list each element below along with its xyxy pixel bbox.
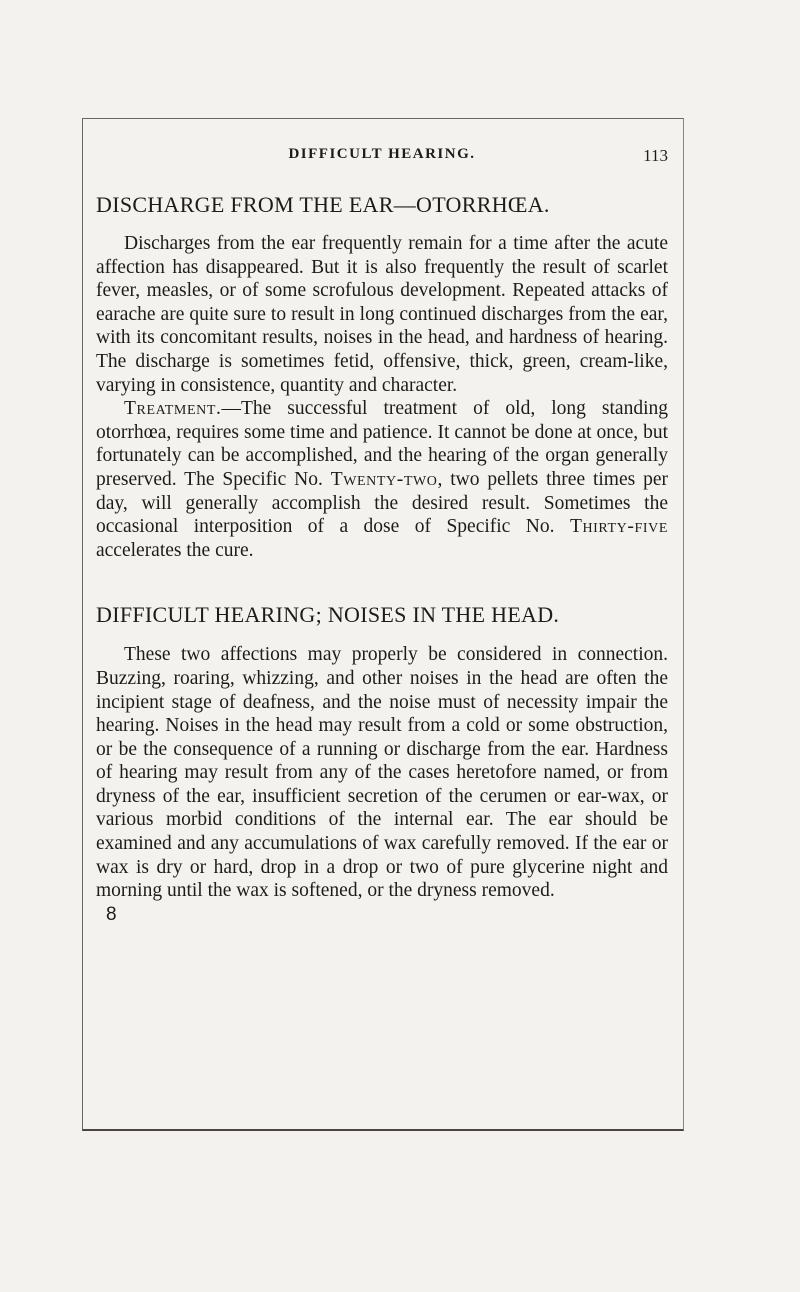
running-header [96, 146, 668, 170]
section-heading-difficult-hearing: DIFFICULT HEARING; NOISES IN THE HEAD. [96, 602, 560, 628]
treatment-text-3: accelerates the cure. [96, 539, 254, 561]
paragraph-noises: These two affections may properly be considered in connection. Buzzing, roaring, whizzing, and other noises in the head are often the incipient stage of deafness, and the noise must of necessity impair the hearing. Noises in the head may result from a cold or some obstruction, or be the consequence of a running or discharge from the ear. Hardness of hearing may result from any of the cases heretofore named, or from dryness of the ear, insufficient secretion of the cerumen or ear-wax, or various morbid conditions of the internal ear. The ear should be examined and any accumulations of wax carefully removed. If the ear or wax is dry or hard, drop in a drop or two of pure glycerine night and morning until the wax is softened, or the dryness removed. [96, 644, 668, 902]
remedy-twenty-two: Twenty-two [330, 468, 438, 490]
paragraph-discharges: Discharges from the ear frequently remain for a time after the acute affection has disappeared. But it is also frequently the result of scarlet fever, measles, or of some scrofulous development. Repeated attacks of earache are quite sure to result in long continued discharges from the ear, with its concomitant results, noises in the head, and hardness of hearing. The discharge is sometimes fetid, offensive, thick, green, cream-like, varying in consistence, quantity and character. [96, 233, 668, 396]
treatment-text-2: , two pellets three times per day, will generally accomplish the desired result. Sometimes the occasional interposition of a dose of Specific No. [96, 468, 668, 538]
remedy-thirty-five: Thirty-five [569, 516, 668, 538]
page-body [96, 190, 668, 927]
paragraph-treatment [96, 397, 668, 562]
page-number: 113 [643, 146, 668, 165]
treatment-text-1: —The successful treatment of old, long standing otorrhœa, requires some time and patience. It cannot be done at once, but fortunately can be accomplished, and the hearing of the organ generally preserved. The Specific No. [96, 398, 668, 490]
running-title: DIFFICULT HEARING. [288, 146, 476, 162]
section-heading-otorrhoea: DISCHARGE FROM THE EAR—OTORRHŒA. [96, 192, 550, 217]
treatment-lead: Treatment. [124, 398, 222, 420]
signature-mark: 8 [106, 903, 117, 925]
